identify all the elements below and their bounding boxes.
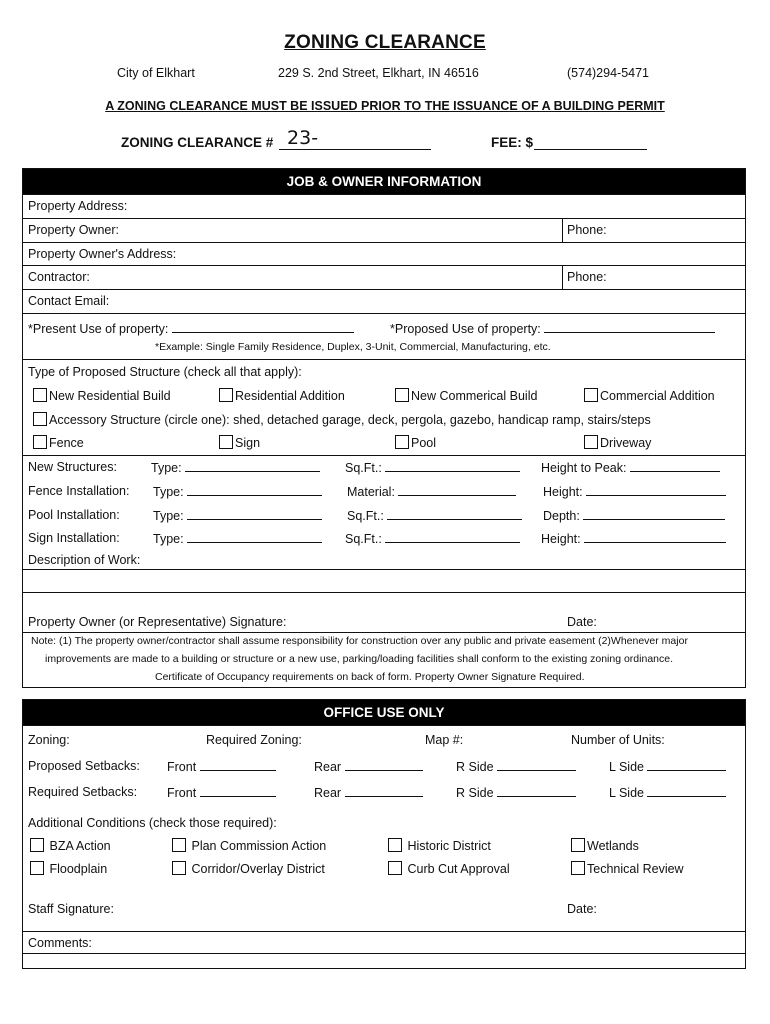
checkbox-label: Commercial Addition xyxy=(600,389,715,403)
rear-line[interactable] xyxy=(345,785,423,797)
checkbox-icon xyxy=(388,838,402,852)
driveway-checkbox[interactable] xyxy=(584,435,651,450)
fee-line[interactable] xyxy=(534,136,647,150)
divider xyxy=(562,219,563,242)
sign-checkbox[interactable] xyxy=(219,435,260,450)
comments-line[interactable] xyxy=(23,953,745,968)
required-setbacks-label: Required Setbacks: xyxy=(28,785,138,799)
zoning-label[interactable]: Zoning: xyxy=(28,733,70,747)
r-side-label: R Side xyxy=(456,760,494,774)
commercial-addition-checkbox[interactable] xyxy=(584,388,715,403)
signature-date-label: Date: xyxy=(567,615,597,629)
contact-email-row[interactable] xyxy=(23,289,745,313)
corridor-overlay-checkbox[interactable] xyxy=(172,861,325,876)
checkbox-label: Plan Commission Action xyxy=(191,839,327,853)
contact-email-label: Contact Email: xyxy=(28,294,110,308)
checkbox-icon xyxy=(395,435,409,449)
height-line[interactable] xyxy=(584,531,726,543)
checkbox-label: Floodplain xyxy=(49,862,108,876)
checkbox-icon xyxy=(571,838,585,852)
new-structures-sqft-field[interactable] xyxy=(345,460,520,475)
comments-label: Comments: xyxy=(28,936,92,950)
clearance-number-line[interactable] xyxy=(279,127,431,150)
job-owner-heading: JOB & OWNER INFORMATION xyxy=(23,169,745,194)
required-zoning-label[interactable]: Required Zoning: xyxy=(206,733,302,747)
fence-material-field[interactable] xyxy=(347,484,516,499)
comments-row[interactable] xyxy=(23,931,745,953)
r-side-label: R Side xyxy=(456,786,494,800)
type-line[interactable] xyxy=(187,531,322,543)
front-line[interactable] xyxy=(200,759,276,771)
checkbox-icon xyxy=(584,435,598,449)
pool-sqft-field[interactable] xyxy=(347,508,522,523)
sign-sqft-field[interactable] xyxy=(345,531,520,546)
historic-district-checkbox[interactable] xyxy=(388,838,491,853)
proposed-setbacks-label: Proposed Setbacks: xyxy=(28,759,140,773)
sign-installation-label: Sign Installation: xyxy=(28,531,120,545)
present-use-field[interactable] xyxy=(28,321,354,336)
checkbox-icon xyxy=(30,861,44,875)
structure-type-row xyxy=(23,359,745,455)
checkbox-label: BZA Action xyxy=(49,839,111,853)
additional-conditions-label: Additional Conditions (check those required): xyxy=(28,816,277,830)
material-label: Material: xyxy=(347,485,395,499)
checkbox-label: Technical Review xyxy=(587,862,684,876)
note-line-1: Note: (1) The property owner/contractor shall assume responsibility for construction over any public and private easement (2)Whenever major xyxy=(31,635,688,647)
front-line[interactable] xyxy=(200,785,276,797)
city-phone: (574)294-5471 xyxy=(567,66,650,80)
height-label: Height: xyxy=(543,485,583,499)
checkbox-label: Curb Cut Approval xyxy=(407,862,510,876)
checkbox-label: Driveway xyxy=(600,436,652,450)
accessory-structure-checkbox[interactable] xyxy=(33,412,651,427)
sqft-label: Sq.Ft.: xyxy=(345,532,382,546)
new-residential-checkbox[interactable] xyxy=(33,388,171,403)
fence-checkbox[interactable] xyxy=(33,435,84,450)
contractor-label: Contractor: xyxy=(28,270,90,284)
r-side-line[interactable] xyxy=(497,759,576,771)
clearance-number-field[interactable] xyxy=(121,127,431,150)
height-to-peak-line[interactable] xyxy=(630,460,720,472)
checkbox-icon xyxy=(388,861,402,875)
r-side-line[interactable] xyxy=(497,785,576,797)
required-front-field[interactable] xyxy=(167,785,276,800)
required-rear-field[interactable] xyxy=(314,785,423,800)
description-label: Description of Work: xyxy=(28,553,141,567)
type-line[interactable] xyxy=(185,460,320,472)
wetlands-checkbox[interactable] xyxy=(571,838,639,853)
proposed-rear-field[interactable] xyxy=(314,759,423,774)
checkbox-icon xyxy=(33,388,47,402)
sign-type-field[interactable] xyxy=(153,531,322,546)
required-l-side-field[interactable] xyxy=(609,785,726,800)
office-use-heading: OFFICE USE ONLY xyxy=(23,700,745,725)
curb-cut-checkbox[interactable] xyxy=(388,861,510,876)
bza-action-checkbox[interactable] xyxy=(30,838,111,853)
staff-date-label[interactable]: Date: xyxy=(567,902,597,916)
structure-type-label: Type of Proposed Structure (check all that apply): xyxy=(28,365,302,379)
number-of-units-label[interactable]: Number of Units: xyxy=(571,733,665,747)
owner-address-row[interactable] xyxy=(23,242,745,265)
height-to-peak-field[interactable] xyxy=(541,460,720,475)
floodplain-checkbox[interactable] xyxy=(30,861,107,876)
sqft-label: Sq.Ft.: xyxy=(345,461,382,475)
checkbox-icon xyxy=(172,861,186,875)
type-label: Type: xyxy=(153,509,184,523)
permit-notice: A ZONING CLEARANCE MUST BE ISSUED PRIOR TO THE ISSUANCE OF A BUILDING PERMIT xyxy=(105,99,665,113)
proposed-use-field[interactable] xyxy=(390,321,715,336)
checkbox-label: Corridor/Overlay District xyxy=(191,862,325,876)
technical-review-checkbox[interactable] xyxy=(571,861,684,876)
checkbox-label: Accessory Structure (circle one): shed, detached garage, deck, pergola, gazebo, handicap ramp, stairs/steps xyxy=(49,413,651,427)
city-name: City of Elkhart xyxy=(117,66,195,80)
height-line[interactable] xyxy=(586,484,726,496)
owner-signature-label: Property Owner (or Representative) Signature: xyxy=(28,615,287,629)
property-address-label: Property Address: xyxy=(28,199,128,213)
checkbox-label: Fence xyxy=(49,436,84,450)
l-side-label: L Side xyxy=(609,786,644,800)
checkbox-icon xyxy=(219,388,233,402)
residential-addition-checkbox[interactable] xyxy=(219,388,345,403)
type-label: Type: xyxy=(153,532,184,546)
clearance-number-label: ZONING CLEARANCE # xyxy=(121,135,274,150)
height-label: Height: xyxy=(541,532,581,546)
sqft-line[interactable] xyxy=(387,508,522,520)
note-line-2: improvements are made to a building or structure or a new use, parking/loading facilities shall conform to the existing zoning ordinance. xyxy=(45,653,674,665)
new-structures-type-field[interactable] xyxy=(151,460,320,475)
type-line[interactable] xyxy=(187,484,322,496)
plan-commission-checkbox[interactable] xyxy=(172,838,326,853)
type-line[interactable] xyxy=(187,508,322,520)
front-label: Front xyxy=(167,760,197,774)
checkbox-icon xyxy=(219,435,233,449)
use-example: *Example: Single Family Residence, Duplex, 3-Unit, Commercial, Manufacturing, etc. xyxy=(155,341,551,353)
contractor-row[interactable] xyxy=(23,265,745,289)
checkbox-label: Pool xyxy=(411,436,437,450)
clearance-number-value: 23- xyxy=(287,127,319,149)
zoning-row xyxy=(23,725,745,749)
l-side-line[interactable] xyxy=(647,785,726,797)
office-use-section xyxy=(22,699,746,969)
proposed-use-label: *Proposed Use of property: xyxy=(390,322,541,336)
use-row xyxy=(23,313,745,359)
fee-field[interactable] xyxy=(491,135,647,150)
note-row xyxy=(23,632,745,683)
pool-type-field[interactable] xyxy=(153,508,322,523)
type-label: Type: xyxy=(153,485,184,499)
fee-label: FEE: $ xyxy=(491,135,534,150)
present-use-label: *Present Use of property: xyxy=(28,322,169,336)
note-line-3: Certificate of Occupancy requirements on back of form. Property Owner Signature Required. xyxy=(155,671,585,683)
new-commercial-checkbox[interactable] xyxy=(395,388,537,403)
new-structures-label: New Structures: xyxy=(28,460,117,474)
rear-label: Rear xyxy=(314,760,342,774)
checkbox-label: Wetlands xyxy=(587,839,639,853)
map-number-label[interactable]: Map #: xyxy=(425,733,464,747)
material-line[interactable] xyxy=(398,484,516,496)
proposed-use-line[interactable] xyxy=(544,321,715,333)
signature-row[interactable] xyxy=(23,592,745,632)
contractor-phone-label: Phone: xyxy=(567,270,607,284)
proposed-front-field[interactable] xyxy=(167,759,276,774)
checkbox-label: New Commerical Build xyxy=(411,389,538,403)
checkbox-label: Residential Addition xyxy=(235,389,345,403)
proposed-r-side-field[interactable] xyxy=(456,759,576,774)
city-address: 229 S. 2nd Street, Elkhart, IN 46516 xyxy=(278,66,479,80)
checkbox-icon xyxy=(33,412,47,426)
depth-line[interactable] xyxy=(583,508,725,520)
checkbox-icon xyxy=(571,861,585,875)
checkbox-icon xyxy=(584,388,598,402)
sign-height-field[interactable] xyxy=(541,531,726,546)
depth-label: Depth: xyxy=(543,509,580,523)
l-side-line[interactable] xyxy=(647,759,726,771)
fence-height-field[interactable] xyxy=(543,484,726,499)
installation-details xyxy=(23,455,745,569)
checkbox-icon xyxy=(172,838,186,852)
l-side-label: L Side xyxy=(609,760,644,774)
description-line-1[interactable] xyxy=(23,569,745,592)
job-owner-section xyxy=(22,168,746,688)
required-r-side-field[interactable] xyxy=(456,785,576,800)
checkbox-label: Sign xyxy=(235,436,261,450)
fence-type-field[interactable] xyxy=(153,484,322,499)
height-to-peak-label: Height to Peak: xyxy=(541,461,627,475)
checkbox-label: Historic District xyxy=(407,839,491,853)
sqft-label: Sq.Ft.: xyxy=(347,509,384,523)
rear-line[interactable] xyxy=(345,759,423,771)
checkbox-icon xyxy=(33,435,47,449)
pool-checkbox[interactable] xyxy=(395,435,436,450)
owner-phone-label: Phone: xyxy=(567,223,607,237)
sqft-line[interactable] xyxy=(385,531,520,543)
office-body xyxy=(23,749,745,931)
owner-address-label: Property Owner's Address: xyxy=(28,247,177,261)
staff-signature-label[interactable]: Staff Signature: xyxy=(28,902,114,916)
fence-installation-label: Fence Installation: xyxy=(28,484,130,498)
divider xyxy=(562,266,563,289)
checkbox-icon xyxy=(395,388,409,402)
property-owner-label: Property Owner: xyxy=(28,223,120,237)
property-owner-row[interactable] xyxy=(23,218,745,242)
property-address-row[interactable] xyxy=(23,194,745,218)
front-label: Front xyxy=(167,786,197,800)
pool-installation-label: Pool Installation: xyxy=(28,508,120,522)
checkbox-icon xyxy=(30,838,44,852)
present-use-line[interactable] xyxy=(172,321,354,333)
sqft-line[interactable] xyxy=(385,460,520,472)
type-label: Type: xyxy=(151,461,182,475)
checkbox-label: New Residential Build xyxy=(49,389,171,403)
pool-depth-field[interactable] xyxy=(543,508,725,523)
proposed-l-side-field[interactable] xyxy=(609,759,726,774)
rear-label: Rear xyxy=(314,786,342,800)
form-title: ZONING CLEARANCE xyxy=(284,32,486,53)
